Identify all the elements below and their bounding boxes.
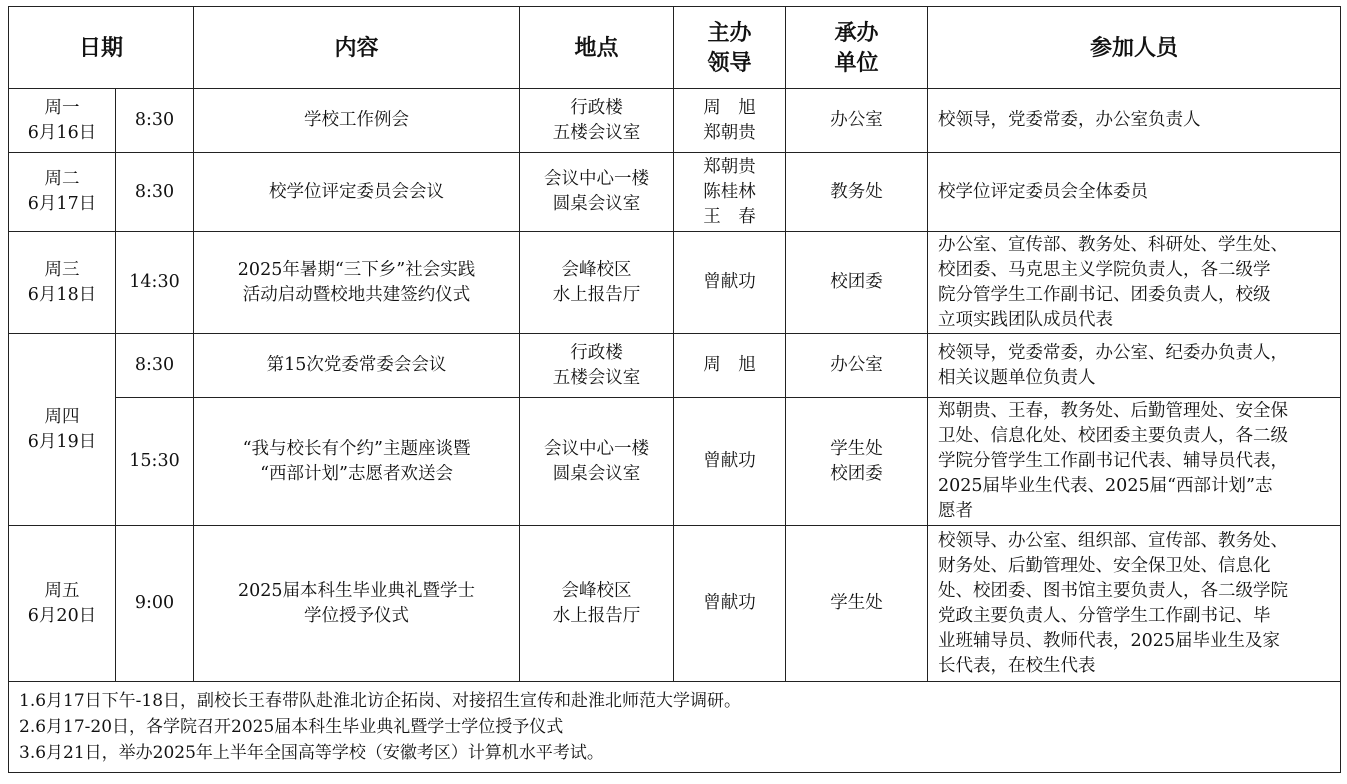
text-line: 周 旭 [703, 97, 756, 118]
weekday-label: 周二 [44, 169, 80, 189]
time-cell: 14:30 [116, 232, 194, 334]
text-line: 2025年暑期“三下乡”社会实践 [237, 259, 476, 280]
leader-cell [674, 89, 786, 153]
text-line: 办公室 [830, 355, 883, 375]
location-cell [520, 232, 674, 334]
text-line: 郑朝贵 [703, 122, 756, 143]
day-cell [9, 153, 116, 232]
content-cell [194, 526, 520, 682]
leader-cell [674, 526, 786, 682]
text-line: 会峰校区 [561, 580, 632, 601]
text-line: 校团委、马克思主义学院负责人，各二级学 [938, 259, 1271, 280]
participants-cell [928, 232, 1341, 334]
time-cell: 8:30 [116, 153, 194, 232]
text-line: 行政楼 [570, 97, 623, 118]
day-cell [9, 526, 116, 682]
leader-cell [674, 398, 786, 526]
org-cell [786, 89, 928, 153]
text-line: 校团委 [830, 272, 883, 292]
text-line: 2.6月17-20日，各学院召开2025届本科生毕业典礼暨学士学位授予仪式 [19, 717, 564, 737]
location-cell [520, 89, 674, 153]
text-line: 学校工作例会 [304, 110, 410, 130]
text-line: 水上报告厅 [552, 605, 641, 626]
time-cell: 15:30 [116, 398, 194, 526]
content-cell [194, 334, 520, 398]
text-line: 第15次党委常委会会议 [266, 355, 447, 375]
text-line: 相关议题单位负责人 [938, 367, 1096, 388]
text-line: 办公室 [830, 110, 883, 130]
day-cell [9, 89, 116, 153]
text-line: 卫处、信息化处、校团委主要负责人，各二级 [938, 426, 1289, 446]
header-content: 内容 [194, 7, 520, 89]
header-date: 日期 [9, 7, 194, 89]
text-line: 愿者 [938, 501, 974, 521]
text-line: 郑朝贵 [703, 156, 756, 177]
weekday-label: 周五 [44, 580, 80, 601]
leader-cell [674, 334, 786, 398]
weekday-label: 周一 [44, 97, 80, 118]
text-line: 办公室、宣传部、教务处、科研处、学生处、 [938, 234, 1289, 255]
day-cell [9, 232, 116, 334]
schedule-row [9, 398, 1341, 526]
text-line: 校团委 [830, 463, 883, 484]
participants-cell [928, 398, 1341, 526]
notes-cell [9, 682, 1341, 773]
text-line: 圆桌会议室 [552, 463, 641, 484]
org-cell [786, 334, 928, 398]
schedule-row [9, 526, 1341, 682]
text-line: 校领导，党委常委，办公室负责人 [938, 110, 1201, 130]
text-line: 曾献功 [703, 593, 756, 613]
text-line: 2025届毕业生代表、2025届“西部计划”志 [938, 476, 1273, 496]
text-line: 校领导、办公室、组织部、宣传部、教务处、 [938, 530, 1289, 551]
org-cell [786, 153, 928, 232]
header-location: 地点 [520, 7, 674, 89]
location-cell [520, 334, 674, 398]
date-label: 6月17日 [27, 194, 97, 214]
schedule-row [9, 89, 1341, 153]
text-line: 会议中心一楼 [544, 438, 650, 459]
location-cell [520, 153, 674, 232]
header-row [9, 7, 1341, 89]
text-line: 党政主要负责人、分管学生工作副书记、毕 [938, 605, 1271, 626]
text-line: 教务处 [830, 181, 883, 202]
notes-row [9, 682, 1341, 773]
text-line: 业班辅导员、教师代表，2025届毕业生及家 [938, 630, 1281, 651]
text-line: 学院分管学生工作副书记代表、辅导员代表， [938, 451, 1289, 471]
weekday-label: 周四 [44, 406, 80, 427]
text-line: 2025届本科生毕业典礼暨学士 [237, 580, 476, 601]
text-line: 活动启动暨校地共建签约仪式 [242, 284, 471, 305]
text-line: 五楼会议室 [552, 122, 641, 143]
text-line: 长代表，在校生代表 [938, 655, 1096, 676]
location-cell [520, 526, 674, 682]
location-cell [520, 398, 674, 526]
text-line: 陈桂林 [703, 181, 756, 202]
text-line: “西部计划”志愿者欢送会 [260, 463, 453, 484]
schedule-row [9, 334, 1341, 398]
text-line: 周 旭 [703, 355, 756, 375]
text-line: 3.6月21日，举办2025年上半年全国高等学校（安徽考区）计算机水平考试。 [19, 743, 604, 763]
schedule-row [9, 153, 1341, 232]
header-org: 承办 单位 [786, 7, 928, 89]
participants-cell [928, 334, 1341, 398]
text-line: 学生处 [830, 593, 883, 613]
content-cell [194, 232, 520, 334]
text-line: 五楼会议室 [552, 367, 641, 388]
org-cell [786, 398, 928, 526]
text-line: 校领导，党委常委，办公室、纪委办负责人， [938, 342, 1289, 363]
content-cell [194, 398, 520, 526]
date-label: 6月20日 [27, 605, 97, 626]
text-line: 学生处 [830, 438, 883, 459]
content-cell [194, 153, 520, 232]
time-cell: 8:30 [116, 89, 194, 153]
date-label: 6月16日 [27, 122, 97, 143]
org-cell [786, 526, 928, 682]
text-line: 郑朝贵、王春，教务处、后勤管理处、安全保 [938, 401, 1289, 421]
date-label: 6月19日 [27, 431, 97, 452]
text-line: “我与校长有个约”主题座谈暨 [242, 438, 471, 459]
leader-cell [674, 153, 786, 232]
weekly-schedule-table [8, 6, 1341, 773]
org-cell [786, 232, 928, 334]
participants-cell [928, 153, 1341, 232]
text-line: 会峰校区 [561, 259, 632, 280]
text-line: 曾献功 [703, 451, 756, 471]
text-line: 校学位评定委员会全体委员 [938, 181, 1149, 202]
schedule-row [9, 232, 1341, 334]
participants-cell [928, 89, 1341, 153]
time-cell: 9:00 [116, 526, 194, 682]
text-line: 王 春 [703, 206, 756, 227]
content-cell [194, 89, 520, 153]
text-line: 1.6月17日下午-18日，副校长王春带队赴淮北访企拓岗、对接招生宣传和赴淮北师范大学调研。 [19, 691, 742, 711]
text-line: 校学位评定委员会会议 [269, 181, 445, 202]
text-line: 水上报告厅 [552, 284, 641, 305]
time-cell: 8:30 [116, 334, 194, 398]
text-line: 曾献功 [703, 272, 756, 292]
text-line: 会议中心一楼 [544, 169, 650, 189]
header-leader: 主办 领导 [674, 7, 786, 89]
weekday-label: 周三 [44, 259, 80, 280]
text-line: 学位授予仪式 [304, 605, 410, 626]
text-line: 行政楼 [570, 342, 623, 363]
header-participants: 参加人员 [928, 7, 1341, 89]
day-cell [9, 334, 116, 526]
text-line: 院分管学生工作副书记、团委负责人，校级 [938, 284, 1271, 305]
text-line: 圆桌会议室 [552, 194, 641, 214]
date-label: 6月18日 [27, 284, 97, 305]
text-line: 立项实践团队成员代表 [938, 309, 1114, 330]
text-line: 处、校团委、图书馆主要负责人，各二级学院 [938, 580, 1289, 601]
participants-cell [928, 526, 1341, 682]
text-line: 财务处、后勤管理处、安全保卫处、信息化 [938, 555, 1271, 576]
leader-cell [674, 232, 786, 334]
